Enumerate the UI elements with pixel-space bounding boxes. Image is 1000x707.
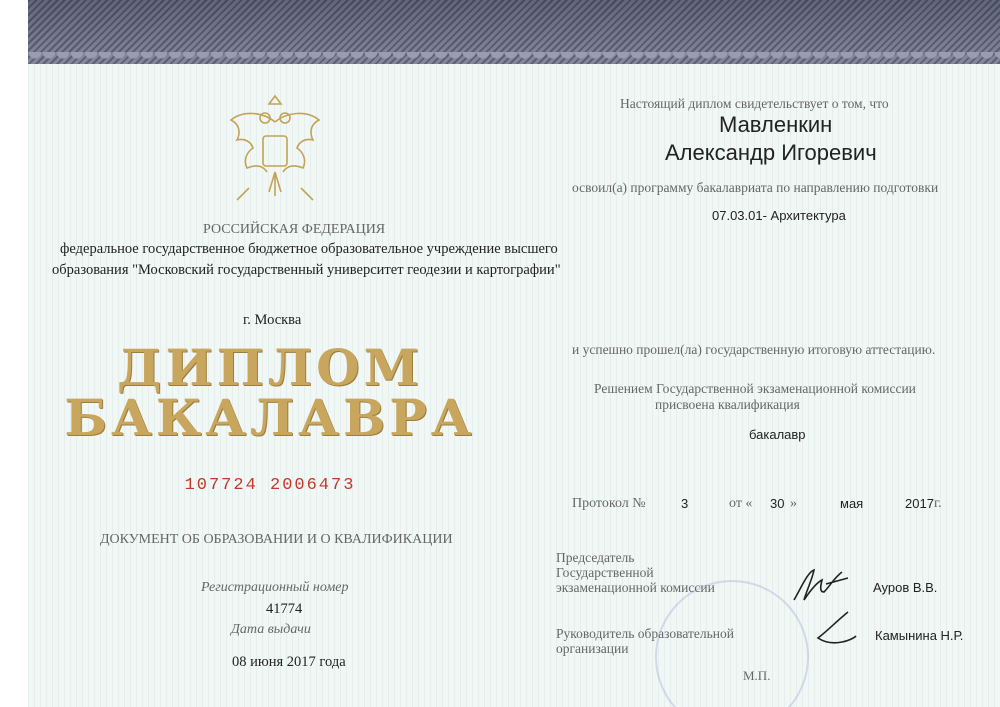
graduate-name: Александр Игоревич <box>665 140 877 165</box>
intro-text: Настоящий диплом свидетельствует о том, что <box>620 96 889 111</box>
program-name: 07.03.01- Архитектура <box>712 208 846 223</box>
diploma-title-line-2: БАКАЛАВРА <box>64 388 476 447</box>
chair-title-line-1: Председатель <box>556 550 635 565</box>
head-title-line-1: Руководитель образовательной <box>556 626 734 641</box>
program-intro: освоил(а) программу бакалавриата по направлению подготовки <box>572 180 939 195</box>
graduate-surname: Мавленкин <box>719 112 833 137</box>
institution-line-1: федеральное государственное бюджетное образовательное учреждение высшего <box>60 241 558 257</box>
registration-label: Регистрационный номер <box>201 580 349 595</box>
country-name: РОССИЙСКАЯ ФЕДЕРАЦИЯ <box>203 222 386 237</box>
head-signature-icon <box>808 608 858 648</box>
coat-of-arms-icon <box>213 92 337 216</box>
chair-signature-icon <box>790 566 850 606</box>
protocol-label: Протокол № <box>572 496 646 511</box>
chair-title-line-3: экзаменационной комиссии <box>556 580 715 595</box>
protocol-month: мая <box>840 496 864 511</box>
city: г. Москва <box>243 312 302 328</box>
protocol-day-close: » <box>790 496 797 511</box>
diploma-title-line-1: ДИПЛОМ <box>116 338 424 397</box>
protocol-from-label: от « <box>729 496 753 511</box>
serial-number: 107724 2006473 <box>184 476 356 495</box>
issue-date: 08 июня 2017 года <box>232 654 346 670</box>
issue-date-label: Дата выдачи <box>231 622 311 637</box>
protocol-year-suffix: г. <box>934 496 942 511</box>
qualification: бакалавр <box>749 427 806 442</box>
stamp-label: М.П. <box>743 668 771 683</box>
head-name: Камынина Н.Р. <box>875 628 964 643</box>
head-title-line-2: организации <box>556 641 629 656</box>
chair-name: Ауров В.В. <box>873 580 938 595</box>
decision-line-2: присвоена квалификация <box>655 397 800 412</box>
institution-line-2: образования "Московский государственный университет геодезии и картографии" <box>52 262 561 278</box>
protocol-number: 3 <box>681 496 689 511</box>
registration-number: 41774 <box>266 601 303 617</box>
protocol-year: 2017 <box>905 496 934 511</box>
attestation-text: и успешно прошел(ла) государственную итоговую аттестацию. <box>572 342 936 357</box>
guilloche-edge <box>28 52 1000 66</box>
protocol-day: 30 <box>770 496 785 511</box>
decision-line-1: Решением Государственной экзаменационной комиссии <box>594 381 916 396</box>
document-type: ДОКУМЕНТ ОБ ОБРАЗОВАНИИ И О КВАЛИФИКАЦИИ <box>100 532 453 547</box>
chair-title-line-2: Государственной <box>556 565 654 580</box>
